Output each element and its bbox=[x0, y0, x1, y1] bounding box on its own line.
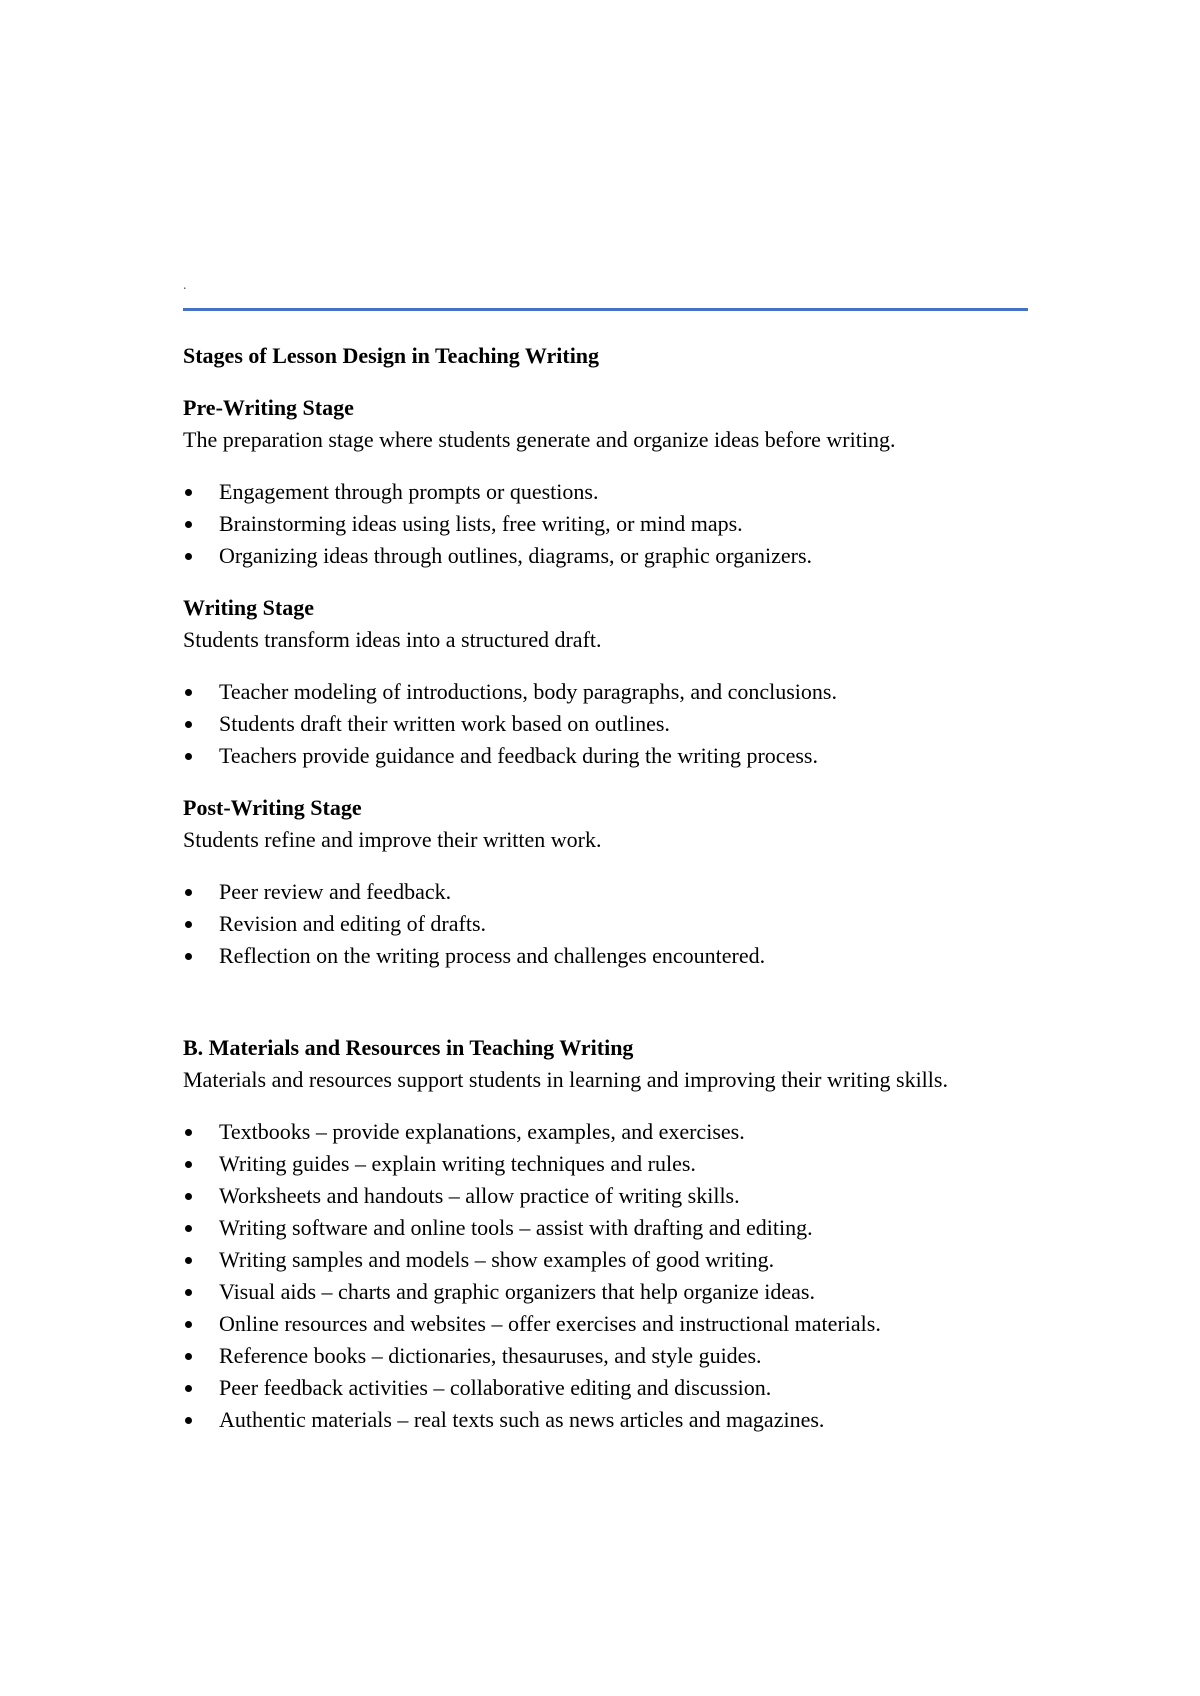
section-description: Students refine and improve their written work. bbox=[183, 827, 602, 852]
list-item-text: Peer feedback activities – collaborative editing and discussion. bbox=[219, 1375, 772, 1400]
list-item bbox=[183, 1340, 1003, 1372]
bullet-icon bbox=[185, 1385, 192, 1392]
bullet-icon bbox=[185, 1289, 192, 1296]
post-writing-section bbox=[183, 792, 1003, 972]
bullet-icon bbox=[185, 1257, 192, 1264]
document-title: Stages of Lesson Design in Teaching Writing bbox=[183, 343, 600, 368]
list-item-text: Reference books – dictionaries, thesauruses, and style guides. bbox=[219, 1343, 762, 1368]
bullet-list bbox=[183, 476, 1003, 572]
materials-section bbox=[183, 1032, 1003, 1436]
bullet-icon bbox=[185, 521, 192, 528]
list-item bbox=[183, 876, 1003, 908]
document-body bbox=[183, 340, 1003, 1456]
section-heading: Pre-Writing Stage bbox=[183, 395, 354, 420]
bullet-icon bbox=[185, 1225, 192, 1232]
list-item-text: Engagement through prompts or questions. bbox=[219, 479, 599, 504]
list-item bbox=[183, 1308, 1003, 1340]
pre-writing-section bbox=[183, 392, 1003, 572]
bullet-icon bbox=[185, 553, 192, 560]
bullet-list bbox=[183, 676, 1003, 772]
section-heading: B. Materials and Resources in Teaching Writing bbox=[183, 1035, 634, 1060]
section-description: Materials and resources support students in learning and improving their writing skills. bbox=[183, 1067, 948, 1092]
list-item bbox=[183, 908, 1003, 940]
list-item-text: Revision and editing of drafts. bbox=[219, 911, 487, 936]
list-item bbox=[183, 1372, 1003, 1404]
bullet-icon bbox=[185, 1353, 192, 1360]
list-item bbox=[183, 940, 1003, 972]
section-spacer bbox=[183, 992, 1003, 1032]
list-item-text: Peer review and feedback. bbox=[219, 879, 452, 904]
bullet-icon bbox=[185, 1161, 192, 1168]
list-item bbox=[183, 676, 1003, 708]
header-mark: . bbox=[183, 278, 187, 293]
list-item-text: Writing samples and models – show examples of good writing. bbox=[219, 1247, 775, 1272]
list-item-text: Teachers provide guidance and feedback during the writing process. bbox=[219, 743, 818, 768]
section-description: The preparation stage where students generate and organize ideas before writing. bbox=[183, 427, 896, 452]
bullet-icon bbox=[185, 1129, 192, 1136]
bullet-icon bbox=[185, 953, 192, 960]
bullet-icon bbox=[185, 489, 192, 496]
list-item bbox=[183, 708, 1003, 740]
list-item-text: Worksheets and handouts – allow practice of writing skills. bbox=[219, 1183, 740, 1208]
list-item bbox=[183, 740, 1003, 772]
list-item-text: Online resources and websites – offer exercises and instructional materials. bbox=[219, 1311, 881, 1336]
writing-section bbox=[183, 592, 1003, 772]
list-item bbox=[183, 1404, 1003, 1436]
list-item-text: Visual aids – charts and graphic organizers that help organize ideas. bbox=[219, 1279, 815, 1304]
list-item bbox=[183, 1148, 1003, 1180]
bullet-icon bbox=[185, 689, 192, 696]
list-item bbox=[183, 476, 1003, 508]
list-item bbox=[183, 1180, 1003, 1212]
list-item-text: Organizing ideas through outlines, diagrams, or graphic organizers. bbox=[219, 543, 813, 568]
list-item bbox=[183, 1116, 1003, 1148]
list-item-text: Authentic materials – real texts such as news articles and magazines. bbox=[219, 1407, 825, 1432]
list-item-text: Students draft their written work based on outlines. bbox=[219, 711, 670, 736]
bullet-list bbox=[183, 1116, 1003, 1436]
bullet-icon bbox=[185, 1321, 192, 1328]
list-item-text: Textbooks – provide explanations, examples, and exercises. bbox=[219, 1119, 745, 1144]
bullet-icon bbox=[185, 753, 192, 760]
list-item-text: Writing guides – explain writing techniques and rules. bbox=[219, 1151, 696, 1176]
bullet-icon bbox=[185, 1193, 192, 1200]
list-item-text: Writing software and online tools – assist with drafting and editing. bbox=[219, 1215, 813, 1240]
list-item bbox=[183, 1212, 1003, 1244]
list-item bbox=[183, 1244, 1003, 1276]
list-item bbox=[183, 1276, 1003, 1308]
section-description: Students transform ideas into a structured draft. bbox=[183, 627, 602, 652]
list-item-text: Teacher modeling of introductions, body paragraphs, and conclusions. bbox=[219, 679, 837, 704]
bullet-list bbox=[183, 876, 1003, 972]
header-rule bbox=[183, 308, 1028, 311]
list-item bbox=[183, 540, 1003, 572]
section-heading: Post-Writing Stage bbox=[183, 795, 362, 820]
section-heading: Writing Stage bbox=[183, 595, 314, 620]
list-item-text: Reflection on the writing process and challenges encountered. bbox=[219, 943, 766, 968]
bullet-icon bbox=[185, 721, 192, 728]
bullet-icon bbox=[185, 1417, 192, 1424]
list-item bbox=[183, 508, 1003, 540]
bullet-icon bbox=[185, 921, 192, 928]
list-item-text: Brainstorming ideas using lists, free writing, or mind maps. bbox=[219, 511, 743, 536]
bullet-icon bbox=[185, 889, 192, 896]
